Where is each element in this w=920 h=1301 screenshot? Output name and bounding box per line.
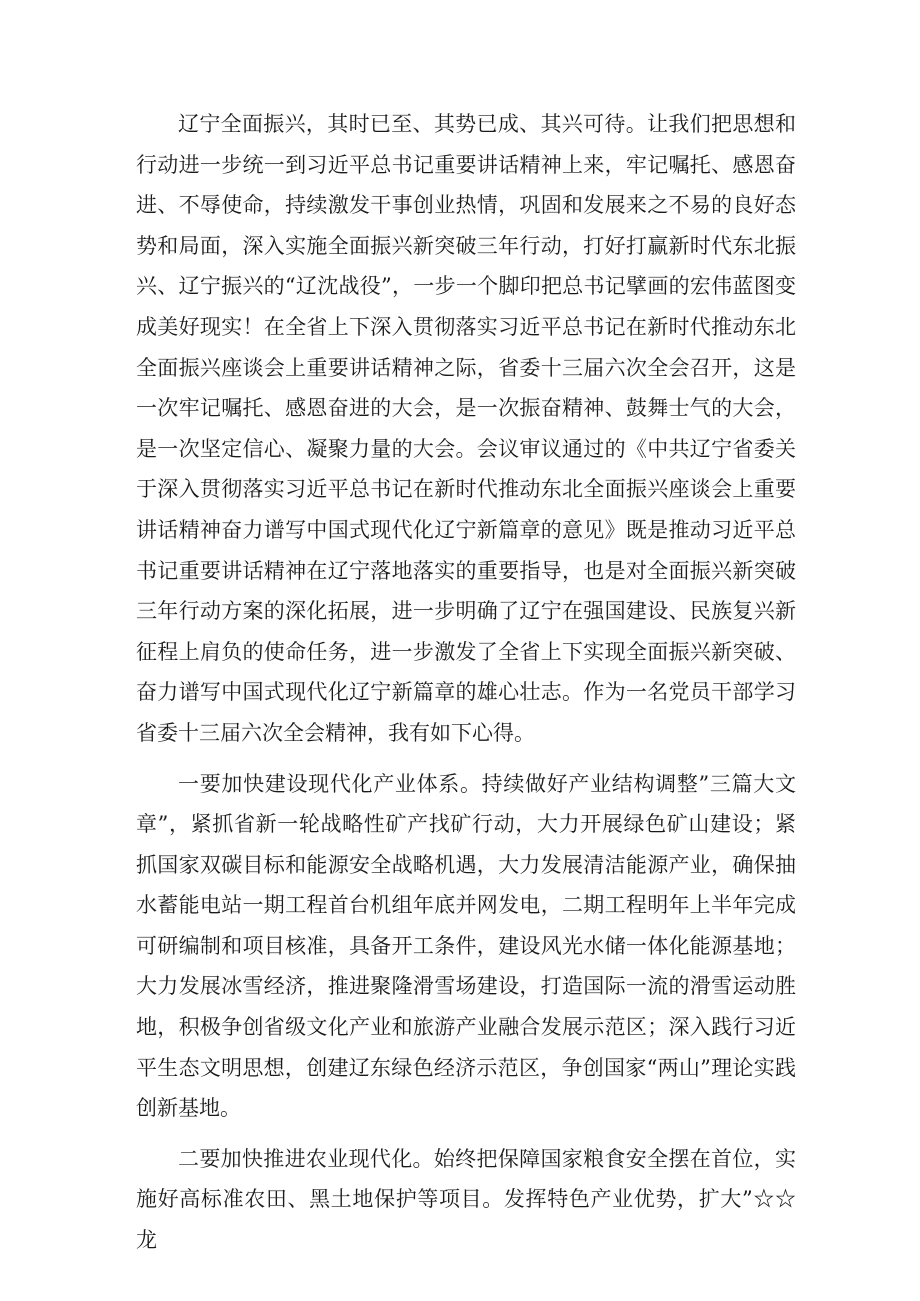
document-body: [136, 104, 796, 1261]
paragraph-intro: 辽宁全面振兴，其时已至、其势已成、其兴可待。让我们把思想和行动进一步统一到习近平总书记重要讲话精神上来，牢记嘱托、感恩奋进、不辱使命，持续激发干事创业热情，巩固和发展来之不易的良好态势和局面，深入实施全面振兴新突破三年行动，打好打赢新时代东北振兴、辽宁振兴的“辽沈战役”，一步一个脚印把总书记擘画的宏伟蓝图变成美好现实！在全省上下深入贯彻落实习近平总书记在新时代推动东北全面振兴座谈会上重要讲话精神之际，省委十三届六次全会召开，这是一次牢记嘱托、感恩奋进的大会，是一次振奋精神、鼓舞士气的大会，是一次坚定信心、凝聚力量的大会。会议审议通过的《中共辽宁省委关于深入贯彻落实习近平总书记在新时代推动东北全面振兴座谈会上重要讲话精神奋力谱写中国式现代化辽宁新篇章的意见》既是推动习近平总书记重要讲话精神在辽宁落地落实的重要指导，也是对全面振兴新突破三年行动方案的深化拓展，进一步明确了辽宁在强国建设、民族复兴新征程上肩负的使命任务，进一步激发了全省上下实现全面振兴新突破、奋力谱写中国式现代化辽宁新篇章的雄心壮志。作为一名党员干部学习省委十三届六次全会精神，我有如下心得。: [136, 112, 796, 745]
paragraph-agriculture: 二要加快推进农业现代化。始终把保障国家粮食安全摆在首位，实施好高标准农田、黑土地保护等项目。发挥特色产业优势，扩大”☆☆龙: [136, 1146, 796, 1253]
paragraph-industry: 一要加快建设现代化产业体系。持续做好产业结构调整”三篇大文章”，紧抓省新一轮战略性矿产找矿行动，大力开展绿色矿山建设；紧抓国家双碳目标和能源安全战略机遇，大力发展清洁能源产业，确保抽水蓄能电站一期工程首台机组年底并网发电，二期工程明年上半年完成可研编制和项目核准，具备开工条件，建设风光水储一体化能源基地；大力发展冰雪经济，推进聚隆滑雪场建设，打造国际一流的滑雪运动胜地，积极争创省级文化产业和旅游产业融合发展示范区；深入践行习近平生态文明思想，创建辽东绿色经济示范区，争创国家“两山”理论实践创新基地。: [136, 771, 796, 1121]
